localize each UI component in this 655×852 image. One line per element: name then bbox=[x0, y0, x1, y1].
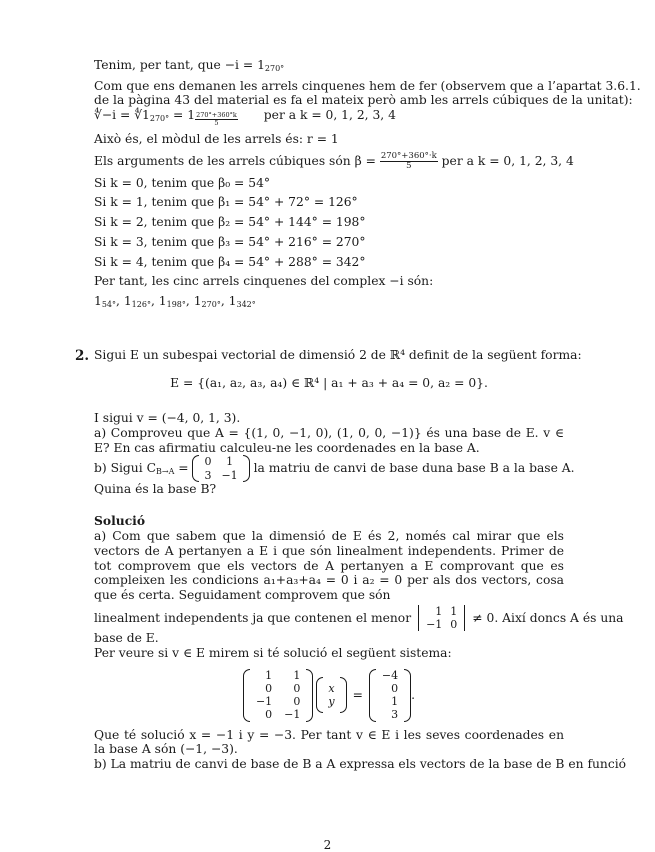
problem-2-intro: 2. Sigui E un subespai vectorial de dimensió 2 de ℝ⁴ definit de la següent forma: bbox=[75, 347, 582, 364]
line-root-formula: ∜−i = $∜1_{270^\circ} = 1$ $\frac{270^\circ+360^\circ k}{5}$ per a k = 0, 1, 2, 3, 4 bbox=[94, 108, 396, 128]
page-content bbox=[75, 58, 641, 772]
page-number: 2 bbox=[323, 838, 332, 852]
unknowns-vector: x y bbox=[316, 677, 346, 713]
vector-v: I sigui v = (−4, 0, 1, 3). bbox=[94, 411, 241, 426]
line-k4: Si k = 4, tenim que β₄ = 54° + 288° = 342° bbox=[94, 254, 366, 269]
question-b-ask: Quina és la base B? bbox=[94, 481, 217, 496]
question-a: a) Comproveu que A = {(1, 0, −1, 0), (1, 0, 0, −1)} és una base de E. v ∈ E? En cas afirmatiu calculeu-ne les coordenades en la base A. bbox=[94, 425, 564, 455]
line-arguments: Els arguments de les arrels cúbiques són β = $\frac{270^\circ+360^\circ\cdot k}{5}$ per a k = 0, 1, 2, 3, 4 bbox=[94, 150, 574, 171]
minor-determinant: 1 1 −1 0 bbox=[415, 605, 468, 631]
solution-minor-line: linealment independents ja que contenen el menor 1 1 −1 0 ≠ 0. Així doncs A és una bbox=[94, 604, 624, 632]
line-k0: Si k = 0, tenim que β₀ = 54° bbox=[94, 175, 271, 190]
line-conclusion: Per tant, les cinc arrels cinquenes del complex −i són: bbox=[94, 274, 434, 289]
equals-sign: = bbox=[352, 687, 363, 702]
solution-base-e: base de E. bbox=[94, 631, 159, 646]
system-end-period: . bbox=[411, 687, 416, 702]
system-matrix: 1 1 0 0 −1 0 0 −1 bbox=[243, 669, 313, 722]
result-vector: −4 0 1 3 bbox=[369, 669, 411, 722]
line-k1: Si k = 1, tenim que β₁ = 54° + 72° = 126° bbox=[94, 195, 358, 210]
question-b: b) Sigui C $_{B\to A}$ = 0 1 3 −1 la matriu de canvi de base duna base B a la base A. bbox=[94, 455, 575, 482]
solution-b-start: b) La matriu de canvi de base de B a A expressa els vectors de la base de B en funció bbox=[94, 757, 627, 772]
line-k3: Si k = 3, tenim que β₃ = 54° + 216° = 270° bbox=[94, 234, 366, 249]
change-of-basis-matrix: 0 1 3 −1 bbox=[192, 455, 249, 481]
line-k2: Si k = 2, tenim que β₂ = 54° + 144° = 198° bbox=[94, 215, 366, 229]
line-intro-1: Com que ens demanen les arrels cinquenes hem de fer (observem que a l’apartat 3.6.1. bbox=[94, 78, 641, 93]
solution-a-text: a) Com que sabem que la dimensió de E és 2, només cal mirar que els vectors de A pertanyen a E i que són linealment independents. Primer de tot comprovem que els vectors de A pertanyen a E comprovant que es compleixen les condicions a₁+a₃+a₄ = 0 i a₂ = 0 per als dos vectors, cosa que és certa. Seguidament comprovem que són bbox=[94, 529, 564, 603]
line-minus-i: Tenim, per tant, que $-i = 1_{270^\circ}$ bbox=[94, 58, 285, 73]
solution-system-intro: Per veure si v ∈ E mirem si té solució el següent sistema: bbox=[94, 646, 452, 661]
line-modulus: Això és, el mòdul de les arrels és: r = 1 bbox=[94, 131, 339, 146]
linear-system bbox=[94, 669, 564, 722]
problem-number: 2. bbox=[75, 347, 90, 364]
subspace-definition: E = {(a₁, a₂, a₃, a₄) ∈ ℝ⁴ | a₁ + a₃ + a₄ = 0, a₂ = 0}. bbox=[170, 376, 488, 391]
solution-result: Que té solució x = −1 i y = −3. Per tant v ∈ E i les seves coordenades en la base A són (−1, −3). bbox=[94, 727, 564, 757]
line-roots: $1_{54^\circ}$, $1_{126^\circ}$, $1_{198^\circ}$, $1_{270^\circ}$, $1_{342^\circ}$ bbox=[94, 294, 256, 309]
solution-title: Solució bbox=[94, 513, 146, 529]
line-intro-2: de la pàgina 43 del material es fa el mateix però amb les arrels cúbiques de la unitat): bbox=[94, 93, 633, 108]
